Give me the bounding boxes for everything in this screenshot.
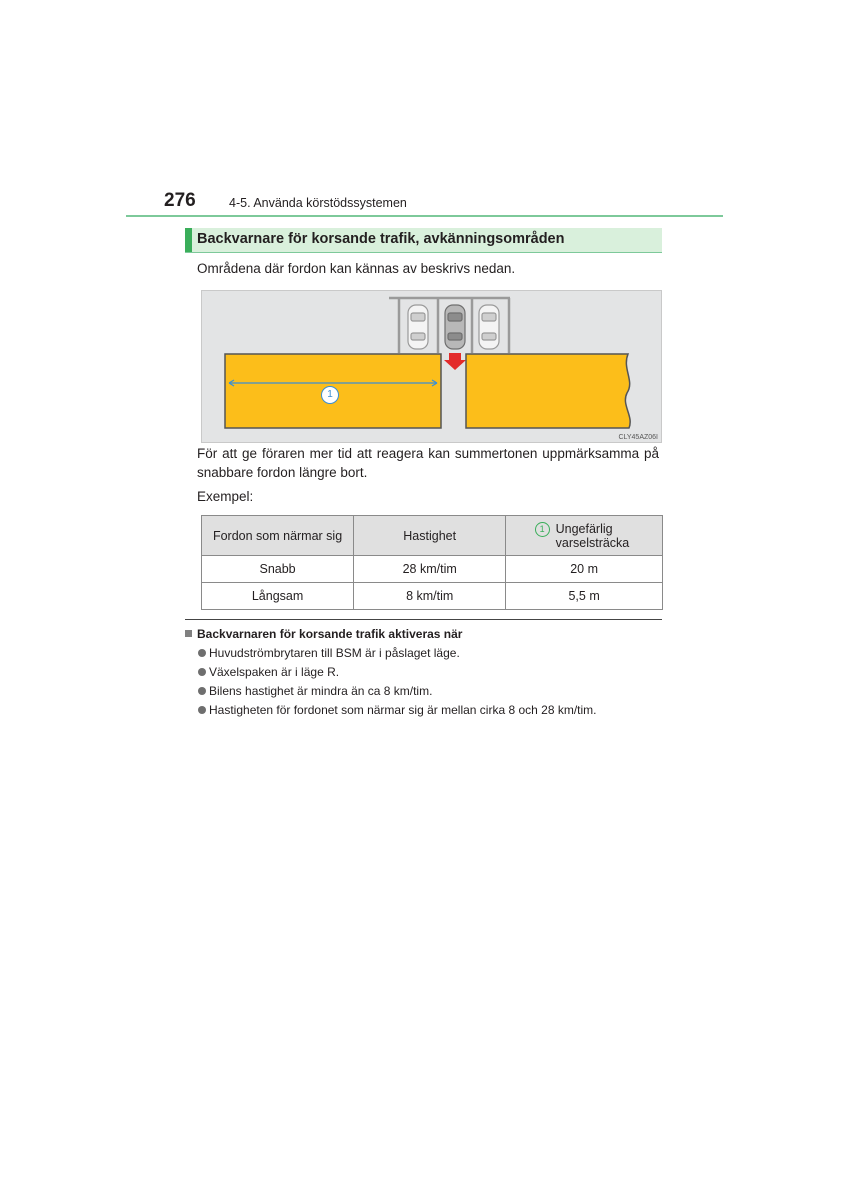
- table-cell: Långsam: [202, 583, 354, 610]
- table-header-row: [202, 516, 663, 556]
- table-row: [202, 556, 663, 583]
- bullet-dot-icon: [198, 687, 206, 695]
- table-cell: Snabb: [202, 556, 354, 583]
- table-cell: 5,5 m: [506, 583, 663, 610]
- header-divider: [126, 215, 723, 217]
- table-header-text: Ungefärlig varselsträcka: [555, 522, 630, 550]
- list-item: [198, 701, 597, 720]
- table-cell: 8 km/tim: [354, 583, 506, 610]
- distance-marker-label: 1: [321, 386, 339, 404]
- intro-text: Områdena där fordon kan kännas av beskrivs nedan.: [197, 261, 516, 276]
- table-header-cell: Hastighet: [354, 516, 506, 556]
- chapter-title: 4-5. Använda körstödssystemen: [229, 196, 407, 210]
- section-heading: [185, 228, 662, 253]
- list-item: [198, 644, 460, 663]
- parked-car-right-icon: [479, 305, 499, 349]
- list-item-text: Hastigheten för fordonet som närmar sig är mellan cirka 8 och 28 km/tim.: [209, 703, 597, 717]
- table-cell: 28 km/tim: [354, 556, 506, 583]
- list-item-text: Bilens hastighet är mindra än ca 8 km/tim.: [209, 684, 433, 698]
- list-item: [198, 663, 339, 682]
- right-detection-zone: [466, 354, 630, 428]
- section-title: Backvarnare för korsande trafik, avkänningsområden: [197, 231, 565, 247]
- conditions-title: Backvarnaren för korsande trafik aktiveras när: [197, 627, 463, 641]
- page-number: 276: [164, 190, 196, 211]
- conditions-heading: [185, 627, 462, 641]
- figure-code: CLY45AZ06I: [618, 434, 658, 441]
- example-label: Exempel:: [197, 489, 254, 504]
- bullet-dot-icon: [198, 668, 206, 676]
- table-header-cell: [506, 516, 663, 556]
- table-cell: 20 m: [506, 556, 663, 583]
- bullet-dot-icon: [198, 706, 206, 714]
- detection-area-figure: [201, 290, 662, 443]
- heading-accent-bar: [185, 228, 192, 252]
- reverse-direction-arrow: [444, 353, 466, 370]
- example-table: [201, 515, 663, 610]
- section-divider: [185, 619, 662, 620]
- table-row: [202, 583, 663, 610]
- table-header-cell: Fordon som närmar sig: [202, 516, 354, 556]
- list-item-text: Växelspaken är i läge R.: [209, 665, 340, 679]
- body-paragraph: För att ge föraren mer tid att reagera kan summertonen uppmärksamma på snabbare fordon längre bort.: [197, 446, 659, 480]
- list-item-text: Huvudströmbrytaren till BSM är i påslaget läge.: [209, 646, 460, 660]
- detection-area-illustration: [202, 291, 663, 444]
- distance-marker-label: 1: [535, 522, 550, 537]
- reversing-car-icon: [445, 305, 465, 349]
- square-bullet-icon: [185, 630, 192, 637]
- parked-car-left-icon: [408, 305, 428, 349]
- bullet-dot-icon: [198, 649, 206, 657]
- list-item: [198, 682, 432, 701]
